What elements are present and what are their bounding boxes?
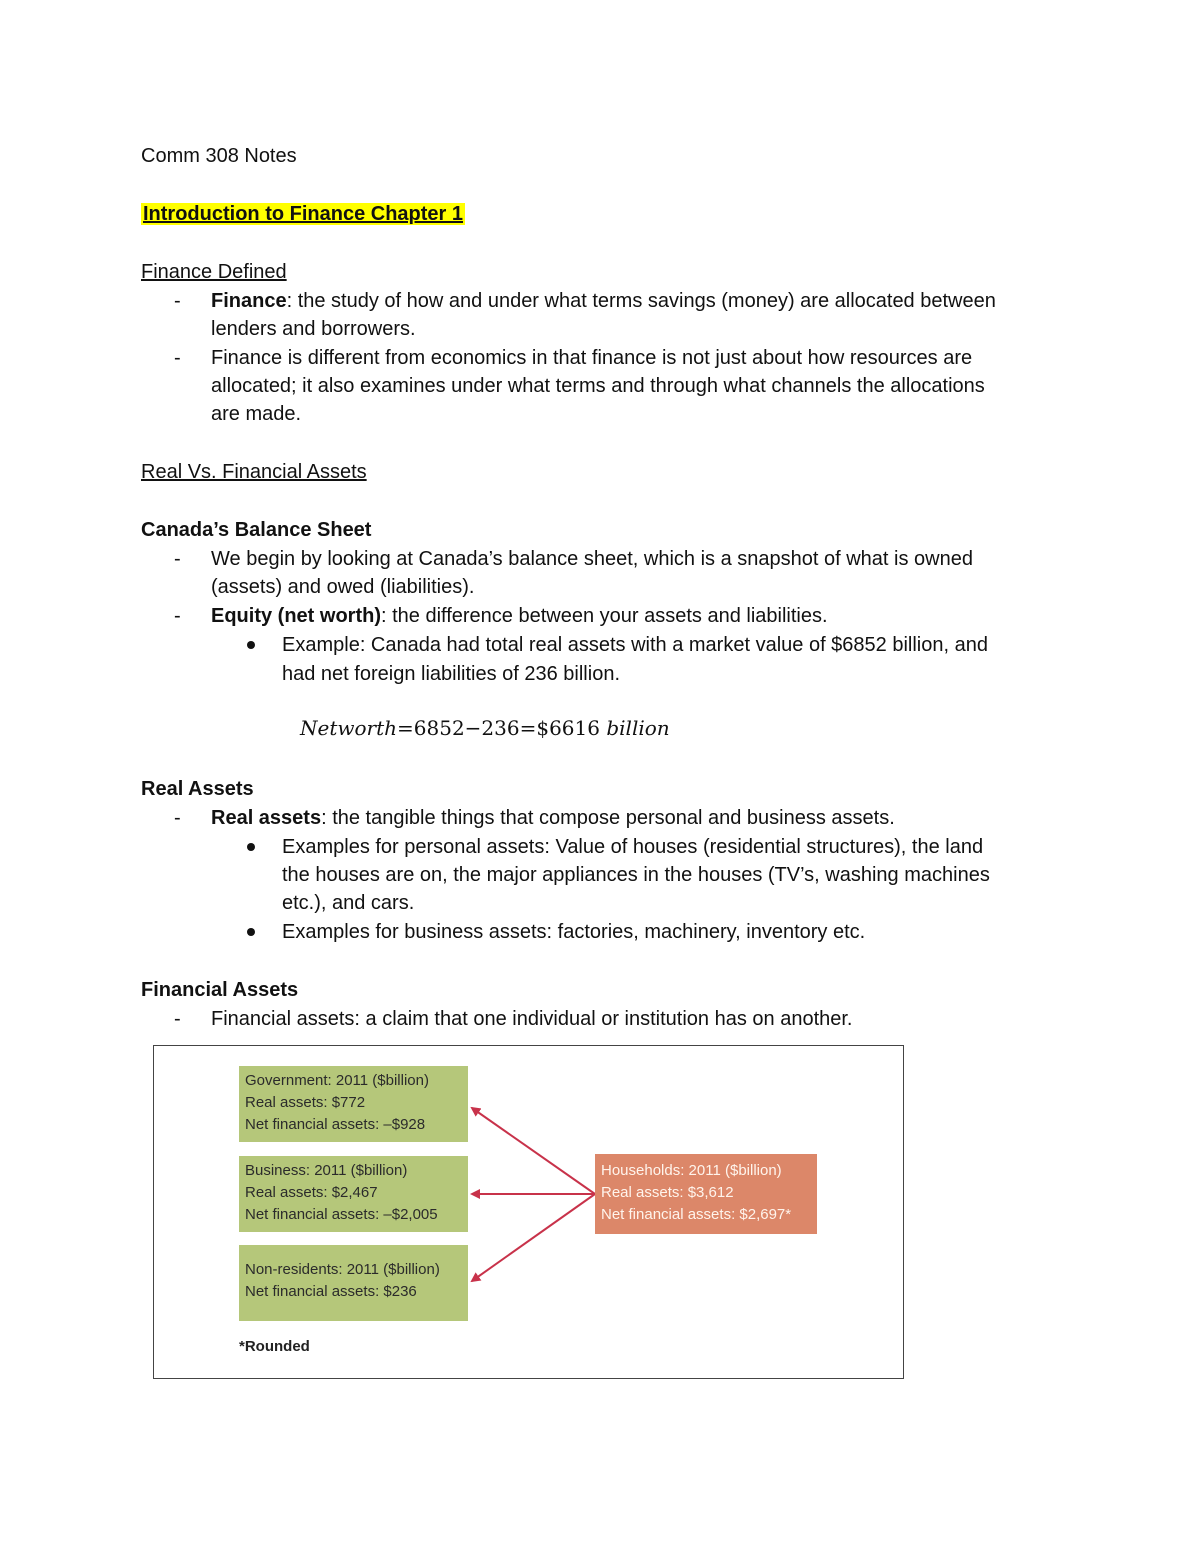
personal-assets-line1: Examples for personal assets: Value of houses (residential structures), the land (282, 836, 984, 858)
households-real-assets: Real assets: $3,612 (601, 1184, 734, 1201)
section-heading-real-vs-financial: Real Vs. Financial Assets (141, 461, 367, 483)
round-bullet (247, 641, 255, 649)
equation-middle: =6852−236=$6616 (397, 716, 600, 740)
real-assets-definition-text: : the tangible things that compose personal and business assets. (321, 807, 895, 829)
figure-footnote: *Rounded (239, 1338, 310, 1355)
dash-bullet: - (174, 807, 181, 829)
finance-definition-line1 (211, 287, 996, 316)
financial-assets-definition: Financial assets: a claim that one individual or institution has on another. (211, 1008, 853, 1030)
personal-assets-line2: the houses are on, the major appliances in the houses (TV’s, washing machines (282, 864, 990, 886)
balance-sheet-line1: We begin by looking at Canada’s balance sheet, which is a snapshot of what is owned (211, 548, 973, 570)
dash-bullet: - (174, 548, 181, 570)
equity-definition-text: : the difference between your assets and liabilities. (380, 605, 828, 627)
section-heading-financial-assets: Financial Assets (141, 979, 299, 1001)
nonresidents-title: Non-residents: 2011 ($billion) (245, 1261, 440, 1278)
round-bullet (247, 843, 255, 851)
balance-sheet-figure (153, 1045, 904, 1379)
business-real-assets: Real assets: $2,467 (245, 1184, 378, 1201)
equity-definition (211, 602, 828, 631)
finance-term: Finance (211, 290, 287, 312)
section-heading-real-assets: Real Assets (141, 778, 254, 800)
chapter-heading (141, 200, 465, 229)
finance-definition-line2: lenders and borrowers. (211, 318, 416, 340)
document-title: Comm 308 Notes (141, 145, 297, 167)
business-assets-line: Examples for business assets: factories, machinery, inventory etc. (282, 921, 866, 943)
government-net-financial: Net financial assets: –$928 (245, 1116, 426, 1133)
finance-vs-economics-line2: allocated; it also examines under what terms and through what channels the allocations (211, 375, 985, 397)
arrow-to-nonresidents (472, 1194, 595, 1281)
round-bullet (247, 928, 255, 936)
section-heading-balance-sheet: Canada’s Balance Sheet (141, 519, 372, 541)
section-heading-finance-defined: Finance Defined (141, 261, 287, 283)
example-line2: had net foreign liabilities of 236 billion. (282, 663, 620, 685)
nonresidents-net-financial: Net financial assets: $236 (245, 1283, 417, 1300)
real-assets-definition (211, 804, 895, 833)
real-assets-term: Real assets (211, 807, 322, 829)
example-line1: Example: Canada had total real assets with a market value of $6852 billion, and (282, 634, 988, 656)
households-title: Households: 2011 ($billion) (601, 1162, 782, 1179)
balance-sheet-line2: (assets) and owed (liabilities). (211, 576, 475, 598)
government-box (239, 1066, 468, 1142)
equation-left: Networth (300, 716, 398, 740)
business-box (239, 1156, 468, 1232)
equity-term: Equity (net worth) (211, 605, 381, 627)
government-real-assets: Real assets: $772 (245, 1094, 366, 1111)
dash-bullet: - (174, 290, 181, 312)
chapter-heading-text: Introduction to Finance Chapter 1 (143, 203, 464, 225)
finance-definition-text: : the study of how and under what terms savings (money) are allocated between (286, 290, 996, 312)
dash-bullet: - (174, 347, 181, 369)
personal-assets-line3: etc.), and cars. (282, 892, 415, 914)
business-title: Business: 2011 ($billion) (245, 1162, 408, 1179)
arrow-to-government (472, 1108, 595, 1194)
net-worth-equation (300, 716, 670, 740)
dash-bullet: - (174, 605, 181, 627)
government-title: Government: 2011 ($billion) (245, 1072, 429, 1089)
equation-unit: billion (606, 716, 670, 740)
dash-bullet: - (174, 1008, 181, 1030)
finance-vs-economics-line1: Finance is different from economics in that finance is not just about how resources are (211, 347, 973, 369)
nonresidents-box (239, 1245, 468, 1321)
business-net-financial: Net financial assets: –$2,005 (245, 1206, 438, 1223)
households-net-financial: Net financial assets: $2,697* (601, 1206, 792, 1223)
households-box (595, 1154, 817, 1234)
finance-vs-economics-line3: are made. (211, 403, 302, 425)
